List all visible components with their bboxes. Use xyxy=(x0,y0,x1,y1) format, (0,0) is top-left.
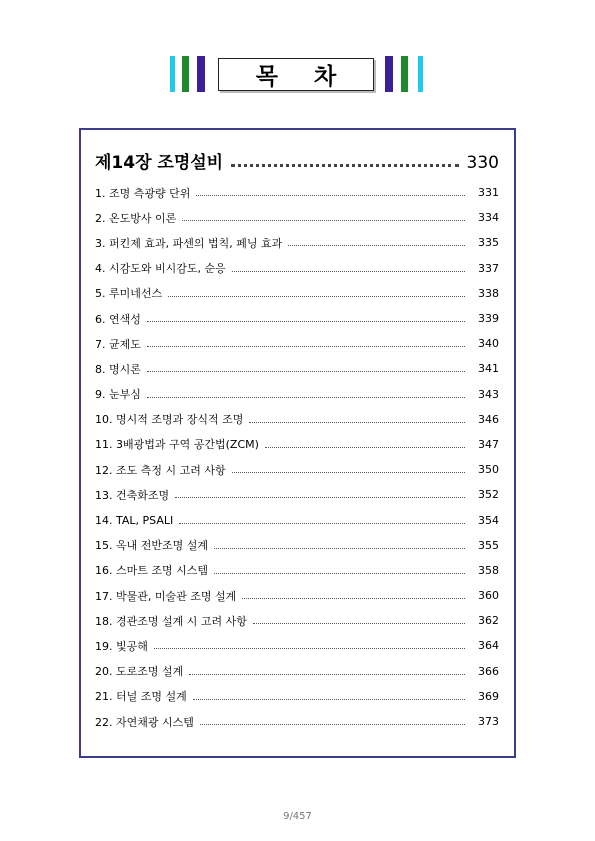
toc-item[interactable] xyxy=(95,356,499,381)
leader-dots xyxy=(182,220,465,221)
toc-item[interactable] xyxy=(95,205,499,230)
toc-item-label: 2. 온도방사 이론 xyxy=(95,211,177,225)
leader-dots xyxy=(154,648,465,649)
toc-item-page: 358 xyxy=(478,563,499,577)
toc-item-page: 341 xyxy=(478,362,499,376)
toc-item-page: 369 xyxy=(478,689,499,703)
toc-item[interactable] xyxy=(95,382,499,407)
toc-item[interactable] xyxy=(95,709,499,734)
toc-item[interactable] xyxy=(95,684,499,709)
toc-item[interactable] xyxy=(95,281,499,306)
toc-item-page: 334 xyxy=(478,211,499,225)
leader-dots xyxy=(147,371,465,372)
leader-dots xyxy=(179,523,465,524)
chapter-label: 제14장 조명설비 xyxy=(95,153,224,173)
decor-bar-green-left xyxy=(182,56,189,92)
toc-item-label: 17. 박물관, 미술관 조명 설계 xyxy=(95,589,237,603)
leader-dots xyxy=(214,573,465,574)
toc-item-label: 3. 퍼킨제 효과, 파센의 법칙, 페닝 효과 xyxy=(95,236,283,250)
toc-item-label: 12. 조도 측정 시 고려 사항 xyxy=(95,463,226,477)
toc-item-page: 366 xyxy=(478,664,499,678)
toc-item-label: 20. 도로조명 설계 xyxy=(95,665,184,679)
toc-item[interactable] xyxy=(95,457,499,482)
toc-item[interactable] xyxy=(95,533,499,558)
toc-item-label: 19. 빛공해 xyxy=(95,639,148,653)
toc-item-label: 7. 균제도 xyxy=(95,337,141,351)
toc-item-label: 8. 명시론 xyxy=(95,362,141,376)
leader-dots xyxy=(232,271,465,272)
toc-item-label: 18. 경관조명 설계 시 고려 사항 xyxy=(95,614,247,628)
toc-item[interactable] xyxy=(95,306,499,331)
toc-item-label: 21. 터널 조명 설계 xyxy=(95,690,187,704)
leader-dots xyxy=(253,623,465,624)
toc-item-page: 343 xyxy=(478,387,499,401)
toc-item-label: 10. 명시적 조명과 장식적 조명 xyxy=(95,413,244,427)
toc-item-label: 22. 자연채광 시스템 xyxy=(95,715,194,729)
toc-item[interactable] xyxy=(95,659,499,684)
toc-item[interactable] xyxy=(95,633,499,658)
toc-item-page: 364 xyxy=(478,639,499,653)
leader-dots xyxy=(232,472,465,473)
decor-bar-cyan-left xyxy=(170,56,175,92)
toc-item-label: 5. 루미네선스 xyxy=(95,287,163,301)
toc-item-page: 350 xyxy=(478,463,499,477)
toc-item-page: 339 xyxy=(478,312,499,326)
leader-dots xyxy=(189,674,465,675)
toc-item[interactable] xyxy=(95,256,499,281)
toc-item-page: 347 xyxy=(478,437,499,451)
toc-item[interactable] xyxy=(95,583,499,608)
leader-dots xyxy=(265,447,465,448)
decor-bar-cyan-right xyxy=(418,56,423,92)
toc-item[interactable] xyxy=(95,230,499,255)
toc-item-page: 331 xyxy=(478,186,499,200)
toc-item-page: 338 xyxy=(478,286,499,300)
toc-item[interactable] xyxy=(95,482,499,507)
leader-dots xyxy=(242,598,465,599)
toc-title: 목차 xyxy=(218,58,374,91)
toc-item-label: 4. 시감도와 비시감도, 순응 xyxy=(95,262,226,276)
toc-item[interactable] xyxy=(95,507,499,532)
leader-dots xyxy=(288,245,465,246)
leader-dots xyxy=(168,296,465,297)
leader-dots xyxy=(175,497,465,498)
leader-dots xyxy=(249,422,465,423)
toc-item-label: 14. TAL, PSALI xyxy=(95,513,174,527)
decor-bar-green-right xyxy=(401,56,408,92)
toc-item-label: 9. 눈부심 xyxy=(95,388,141,402)
toc-item[interactable] xyxy=(95,608,499,633)
leader-dots xyxy=(147,346,465,347)
page-indicator: 9/457 xyxy=(283,811,312,822)
toc-item-page: 352 xyxy=(478,488,499,502)
toc-item-page: 355 xyxy=(478,538,499,552)
toc-item-label: 13. 건축화조명 xyxy=(95,488,170,502)
toc-item-page: 337 xyxy=(478,261,499,275)
leader-dots xyxy=(200,724,465,725)
decor-bar-purple-right xyxy=(385,56,393,92)
decor-bar-purple-left xyxy=(197,56,205,92)
toc-item-page: 340 xyxy=(478,337,499,351)
toc-item-label: 15. 옥내 전반조명 설계 xyxy=(95,539,208,553)
toc-item-page: 360 xyxy=(478,589,499,603)
toc-item[interactable] xyxy=(95,432,499,457)
toc-item-label: 6. 연색성 xyxy=(95,312,141,326)
toc-item[interactable] xyxy=(95,558,499,583)
leader-dots xyxy=(193,699,465,700)
leader-dots xyxy=(214,548,465,549)
toc-item-page: 346 xyxy=(478,412,499,426)
chapter-page: 330 xyxy=(466,153,499,173)
toc-item-label: 11. 3배광법과 구역 공간법(ZCM) xyxy=(95,438,259,452)
chapter-entry[interactable] xyxy=(95,147,499,173)
leader-dots xyxy=(147,397,465,398)
toc-item-page: 362 xyxy=(478,614,499,628)
leader-dots xyxy=(196,195,465,196)
toc-list xyxy=(95,180,499,734)
toc-item-page: 373 xyxy=(478,715,499,729)
toc-item-label: 16. 스마트 조명 시스템 xyxy=(95,564,208,578)
toc-item[interactable] xyxy=(95,407,499,432)
toc-item-page: 335 xyxy=(478,236,499,250)
toc-item[interactable] xyxy=(95,180,499,205)
toc-item-page: 354 xyxy=(478,513,499,527)
toc-item[interactable] xyxy=(95,331,499,356)
toc-item-label: 1. 조명 측광량 단위 xyxy=(95,186,191,200)
leader-dots xyxy=(231,164,458,167)
leader-dots xyxy=(147,321,465,322)
